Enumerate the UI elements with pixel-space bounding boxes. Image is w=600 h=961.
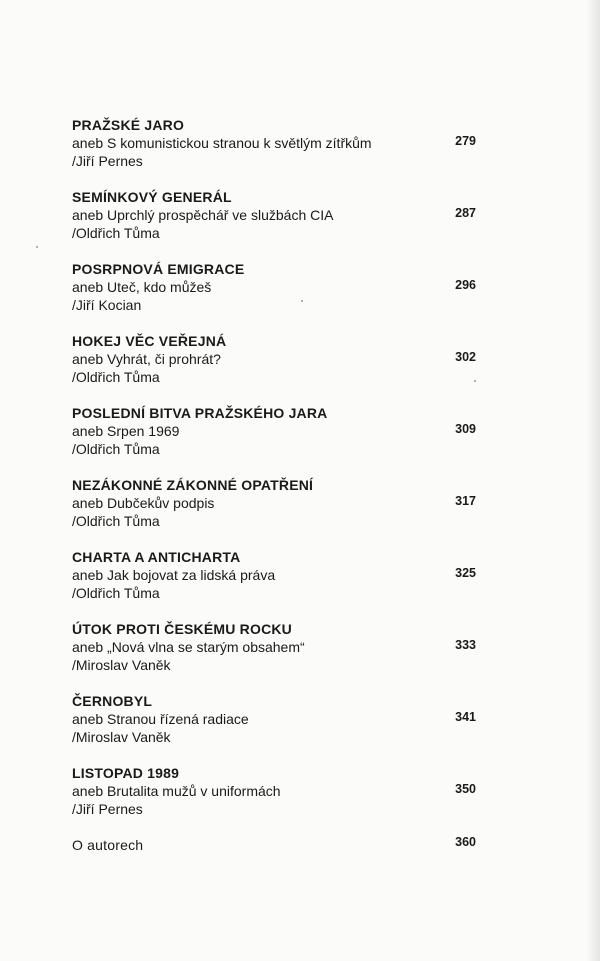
chapter-subtitle: aneb Jak bojovat za lidská práva <box>72 567 276 583</box>
toc-entry[interactable] <box>72 260 482 332</box>
chapter-subtitle: aneb Brutalita mužů v uniformách <box>72 783 281 799</box>
chapter-author: /Oldřich Tůma <box>72 225 160 241</box>
chapter-title: POSLEDNÍ BITVA PRAŽSKÉHO JARA <box>72 405 328 421</box>
chapter-author: /Miroslav Vaněk <box>72 657 171 673</box>
chapter-subtitle: aneb Uteč, kdo můžeš <box>72 279 212 295</box>
page-number: 317 <box>455 494 476 508</box>
chapter-subtitle: aneb „Nová vlna se starým obsahem“ <box>72 639 305 655</box>
chapter-title: CHARTA A ANTICHARTA <box>72 549 241 565</box>
chapter-subtitle: aneb Stranou řízená radiace <box>72 711 249 727</box>
toc-entry[interactable] <box>72 764 482 836</box>
chapter-subtitle: aneb Uprchlý prospěchář ve službách CIA <box>72 207 334 223</box>
toc-entry[interactable] <box>72 332 482 404</box>
chapter-author: /Oldřich Tůma <box>72 441 160 457</box>
chapter-title: PRAŽSKÉ JARO <box>72 117 185 133</box>
chapter-author: /Jiří Pernes <box>72 801 143 817</box>
table-of-contents <box>72 116 482 860</box>
page-number: 279 <box>455 134 476 148</box>
page-number: 325 <box>455 566 476 580</box>
chapter-subtitle: aneb S komunistickou stranou k světlým zítřkům <box>72 135 372 151</box>
page-number: 296 <box>455 278 476 292</box>
chapter-author: /Oldřich Tůma <box>72 369 160 385</box>
toc-entry[interactable] <box>72 692 482 764</box>
paper-speck <box>36 246 38 248</box>
page-number: 360 <box>455 835 476 849</box>
chapter-title: NEZÁKONNÉ ZÁKONNÉ OPATŘENÍ <box>72 477 314 493</box>
toc-entry[interactable] <box>72 404 482 476</box>
toc-entry[interactable] <box>72 116 482 188</box>
chapter-title: SEMÍNKOVÝ GENERÁL <box>72 189 232 205</box>
toc-entry[interactable] <box>72 188 482 260</box>
chapter-title: ÚTOK PROTI ČESKÉMU ROCKU <box>72 621 292 637</box>
chapter-title: ČERNOBYL <box>72 693 153 709</box>
page-number: 287 <box>455 206 476 220</box>
chapter-subtitle: aneb Srpen 1969 <box>72 423 180 439</box>
page-edge-shadow <box>586 0 600 961</box>
chapter-title: POSRPNOVÁ EMIGRACE <box>72 261 245 277</box>
page-number: 309 <box>455 422 476 436</box>
page-number: 302 <box>455 350 476 364</box>
toc-entry-about-authors[interactable] <box>72 836 482 860</box>
chapter-author: /Oldřich Tůma <box>72 585 160 601</box>
about-authors-label: O autorech <box>72 837 144 853</box>
page-number: 350 <box>455 782 476 796</box>
chapter-author: /Jiří Pernes <box>72 153 143 169</box>
chapter-subtitle: aneb Vyhrát, či prohrát? <box>72 351 221 367</box>
chapter-subtitle: aneb Dubčekův podpis <box>72 495 215 511</box>
chapter-author: /Jiří Kocian <box>72 297 142 313</box>
chapter-title: LISTOPAD 1989 <box>72 765 180 781</box>
toc-entry[interactable] <box>72 620 482 692</box>
page-number: 341 <box>455 710 476 724</box>
toc-entry[interactable] <box>72 548 482 620</box>
page-number: 333 <box>455 638 476 652</box>
chapter-author: /Oldřich Tůma <box>72 513 160 529</box>
chapter-author: /Miroslav Vaněk <box>72 729 171 745</box>
chapter-title: HOKEJ VĚC VEŘEJNÁ <box>72 333 227 349</box>
toc-entry[interactable] <box>72 476 482 548</box>
